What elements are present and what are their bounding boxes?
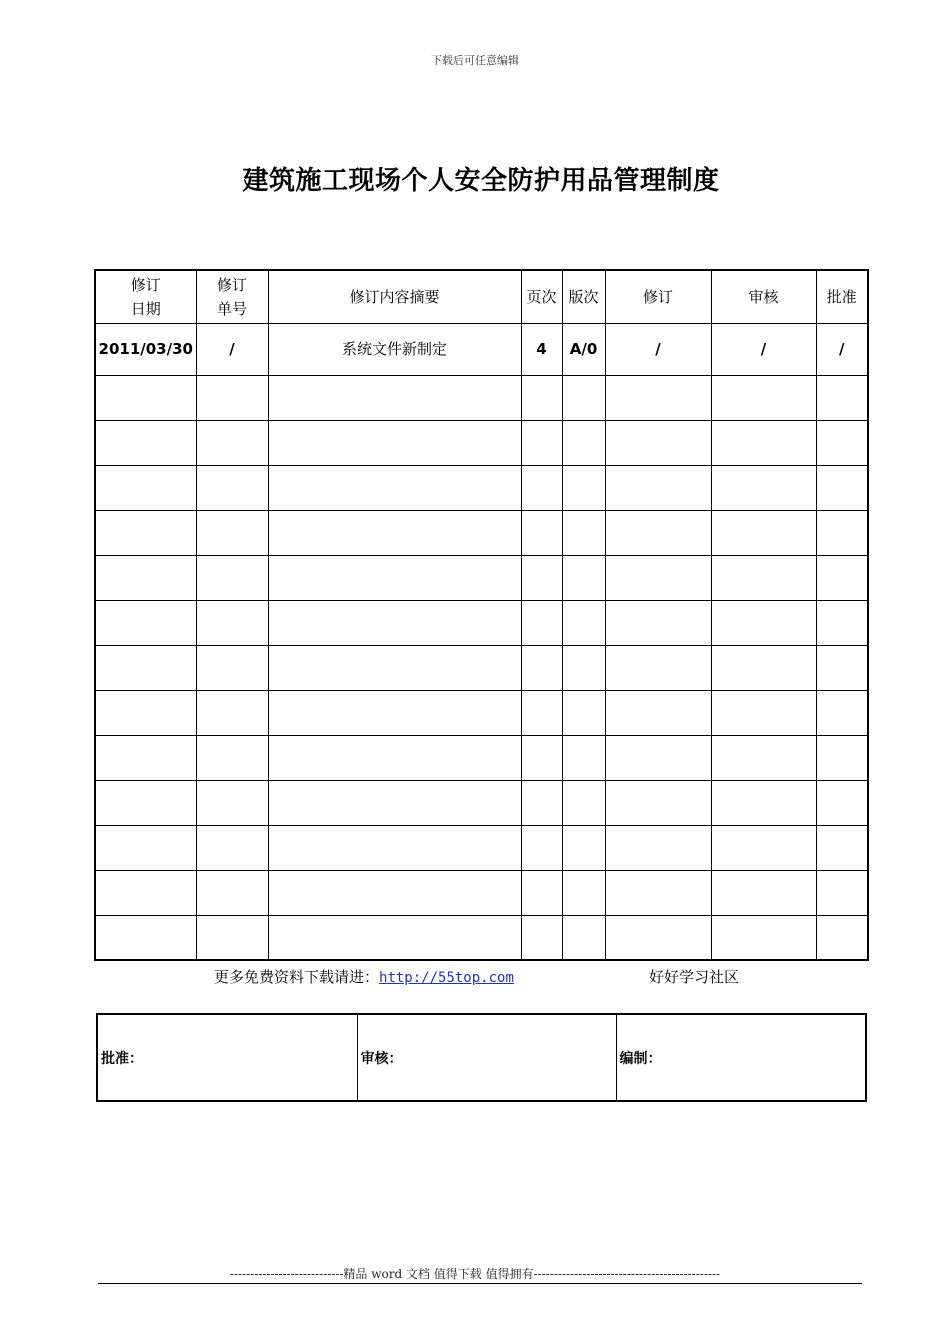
empty-cell (95, 555, 196, 600)
empty-cell (196, 735, 268, 780)
empty-cell (816, 780, 868, 825)
table-row-empty (95, 780, 868, 825)
download-note-prefix: 更多免费资料下载请进： (214, 968, 380, 986)
header-revision-date-line1: 修订 (130, 275, 161, 294)
header-revision-summary: 修订内容摘要 (268, 270, 521, 323)
empty-cell (95, 420, 196, 465)
empty-cell (95, 780, 196, 825)
empty-cell (816, 690, 868, 735)
empty-cell (268, 645, 521, 690)
empty-cell (605, 375, 711, 420)
empty-cell (521, 600, 562, 645)
revised-cell: / (605, 323, 711, 375)
revision-number-cell: / (196, 323, 268, 375)
empty-cell (95, 510, 196, 555)
header-version: 版次 (562, 270, 605, 323)
empty-cell (268, 510, 521, 555)
table-row (95, 323, 868, 375)
table-row-empty (95, 825, 868, 870)
empty-cell (562, 375, 605, 420)
empty-cell (562, 825, 605, 870)
download-link[interactable]: http://55top.com (379, 970, 514, 986)
empty-cell (196, 825, 268, 870)
empty-cell (711, 915, 816, 960)
header-revision-number-line1: 修订 (216, 275, 247, 294)
approved-cell: / (816, 323, 868, 375)
table-row-empty (95, 735, 868, 780)
empty-cell (521, 825, 562, 870)
empty-cell (95, 735, 196, 780)
empty-cell (196, 420, 268, 465)
empty-cell (196, 645, 268, 690)
empty-cell (268, 420, 521, 465)
empty-cell (196, 510, 268, 555)
table-row-empty (95, 690, 868, 735)
empty-cell (521, 420, 562, 465)
empty-cell (711, 600, 816, 645)
empty-cell (816, 870, 868, 915)
empty-cell (711, 555, 816, 600)
footer-link-line (0, 966, 950, 988)
revision-summary-cell: 系统文件新制定 (268, 323, 521, 375)
empty-cell (562, 690, 605, 735)
empty-cell (816, 645, 868, 690)
empty-cell (562, 510, 605, 555)
empty-cell (816, 735, 868, 780)
table-row-empty (95, 915, 868, 960)
empty-cell (605, 420, 711, 465)
empty-cell (268, 600, 521, 645)
revision-header-row (95, 270, 868, 323)
empty-cell (816, 915, 868, 960)
table-row-empty (95, 465, 868, 510)
table-row-empty (95, 375, 868, 420)
header-revision-date (95, 270, 196, 323)
header-note: 下载后可任意编辑 (431, 54, 519, 67)
header-revision-number (196, 270, 268, 323)
empty-cell (521, 690, 562, 735)
empty-cell (268, 825, 521, 870)
empty-cell (521, 870, 562, 915)
empty-cell (711, 375, 816, 420)
empty-cell (268, 375, 521, 420)
empty-cell (816, 420, 868, 465)
empty-cell (95, 915, 196, 960)
empty-cell (816, 600, 868, 645)
signature-table (96, 1013, 867, 1102)
empty-cell (816, 510, 868, 555)
empty-cell (95, 600, 196, 645)
empty-cell (196, 870, 268, 915)
version-cell: A/0 (562, 323, 605, 375)
empty-cell (605, 780, 711, 825)
empty-cell (95, 375, 196, 420)
header-revision-number-line2: 单号 (216, 299, 247, 318)
empty-cell (711, 420, 816, 465)
empty-cell (521, 510, 562, 555)
empty-cell (711, 825, 816, 870)
empty-cell (196, 600, 268, 645)
empty-cell (711, 645, 816, 690)
empty-cell (605, 510, 711, 555)
header-reviewed: 审核 (711, 270, 816, 323)
empty-cell (95, 645, 196, 690)
empty-cell (521, 555, 562, 600)
empty-cell (562, 420, 605, 465)
empty-cell (268, 465, 521, 510)
empty-cell (562, 465, 605, 510)
empty-cell (605, 555, 711, 600)
compile-field: 编制： (616, 1014, 866, 1101)
table-row-empty (95, 510, 868, 555)
empty-cell (268, 780, 521, 825)
empty-cell (562, 780, 605, 825)
header-pages: 页次 (521, 270, 562, 323)
table-row-empty (95, 600, 868, 645)
empty-cell (711, 780, 816, 825)
document-title: 建筑施工现场个人安全防护用品管理制度 (242, 166, 720, 196)
empty-cell (711, 690, 816, 735)
empty-cell (816, 465, 868, 510)
empty-cell (196, 780, 268, 825)
empty-cell (521, 780, 562, 825)
empty-cell (605, 690, 711, 735)
empty-cell (605, 735, 711, 780)
empty-cell (562, 555, 605, 600)
approve-field: 批准： (97, 1014, 357, 1101)
empty-cell (605, 870, 711, 915)
table-row-empty (95, 645, 868, 690)
header-approved: 批准 (816, 270, 868, 323)
community-name: 好好学习社区 (649, 968, 740, 986)
empty-cell (605, 600, 711, 645)
empty-cell (196, 375, 268, 420)
empty-cell (711, 735, 816, 780)
empty-cell (521, 915, 562, 960)
empty-cell (605, 915, 711, 960)
table-row-empty (95, 555, 868, 600)
download-note (214, 966, 514, 987)
revision-table (94, 269, 869, 961)
empty-cell (521, 375, 562, 420)
pages-cell: 4 (521, 323, 562, 375)
empty-cell (521, 735, 562, 780)
empty-cell (268, 735, 521, 780)
bottom-banner: ----------------------------精品 word 文档 值得下载 值得拥有---------------------------------------------- (229, 1267, 721, 1281)
table-row-empty (95, 870, 868, 915)
empty-cell (562, 870, 605, 915)
empty-cell (711, 510, 816, 555)
header-revised: 修订 (605, 270, 711, 323)
empty-cell (711, 870, 816, 915)
empty-cell (95, 825, 196, 870)
reviewed-cell: / (711, 323, 816, 375)
empty-cell (521, 465, 562, 510)
empty-cell (605, 465, 711, 510)
empty-cell (95, 870, 196, 915)
empty-cell (711, 465, 816, 510)
empty-cell (196, 465, 268, 510)
empty-cell (816, 375, 868, 420)
empty-cell (95, 465, 196, 510)
revision-date-cell: 2011/03/30 (95, 323, 196, 375)
empty-cell (196, 690, 268, 735)
bottom-rule (98, 1283, 862, 1284)
empty-cell (605, 645, 711, 690)
empty-cell (268, 690, 521, 735)
empty-cell (816, 555, 868, 600)
header-revision-date-line2: 日期 (130, 299, 161, 318)
empty-cell (268, 555, 521, 600)
empty-cell (605, 825, 711, 870)
empty-cell (268, 915, 521, 960)
empty-cell (521, 645, 562, 690)
empty-cell (95, 690, 196, 735)
empty-cell (562, 735, 605, 780)
empty-cell (268, 870, 521, 915)
empty-cell (562, 645, 605, 690)
empty-cell (196, 915, 268, 960)
empty-cell (816, 825, 868, 870)
empty-cell (562, 600, 605, 645)
table-row-empty (95, 420, 868, 465)
empty-cell (196, 555, 268, 600)
review-field: 审核： (357, 1014, 616, 1101)
empty-cell (562, 915, 605, 960)
